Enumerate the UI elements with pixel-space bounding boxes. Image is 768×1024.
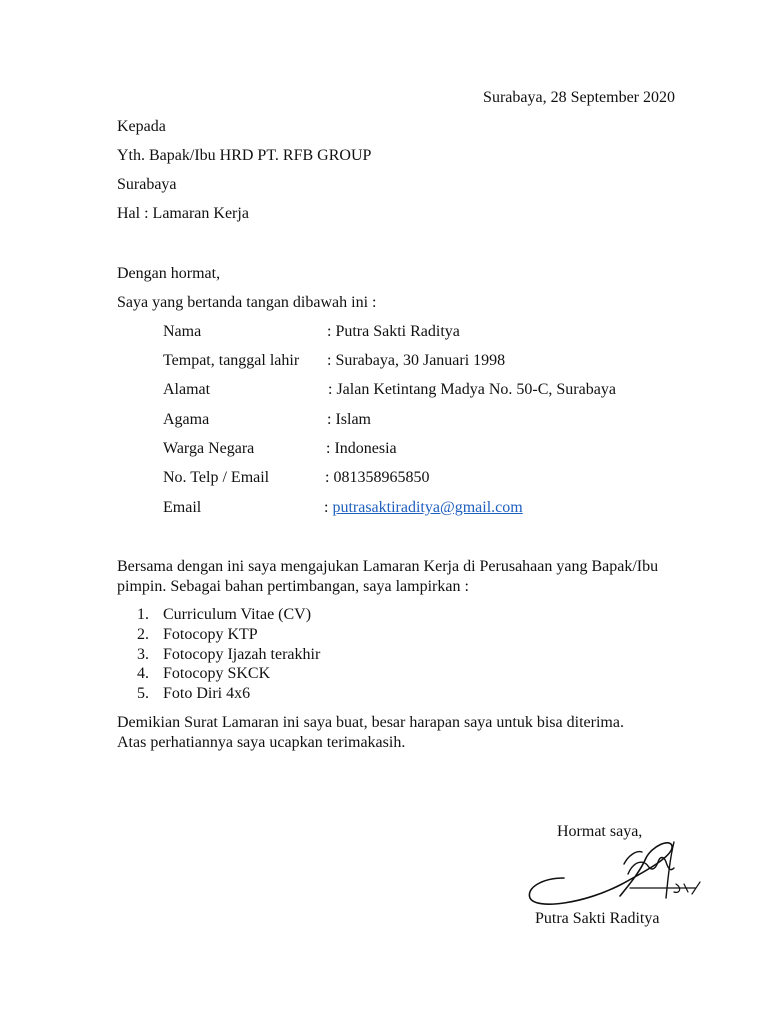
subject: Hal : Lamaran Kerja: [117, 205, 249, 222]
signer-name: Putra Sakti Raditya: [535, 910, 660, 927]
attachment-num-4: 4.: [137, 665, 149, 682]
detail-value-alamat: : Jalan Ketintang Madya No. 50-C, Surabaya: [328, 381, 616, 398]
attachment-item-3: Fotocopy Ijazah terakhir: [163, 646, 321, 663]
attachment-num-3: 3.: [137, 646, 149, 663]
detail-label-ttl: Tempat, tanggal lahir: [163, 352, 300, 369]
place-date: Surabaya, 28 September 2020: [483, 89, 675, 106]
recipient-to: Kepada: [117, 118, 166, 135]
recipient-line: Yth. Bapak/Ibu HRD PT. RFB GROUP: [117, 147, 372, 164]
detail-label-telp: No. Telp / Email: [163, 469, 270, 486]
detail-value-agama: : Islam: [327, 411, 371, 428]
attachment-num-2: 2.: [137, 626, 149, 643]
detail-label-nama: Nama: [163, 323, 202, 340]
greeting: Dengan hormat,: [117, 265, 221, 282]
body-paragraph: Bersama dengan ini saya mengajukan Lamaran Kerja di Perusahaan yang Bapak/Ibu pimpin. Sebagai bahan pertimbangan, saya lampirkan :: [117, 558, 659, 595]
email-prefix: :: [324, 499, 333, 516]
detail-value-nama: : Putra Sakti Raditya: [327, 323, 460, 340]
attachment-item-5: Foto Diri 4x6: [163, 685, 251, 702]
closing-paragraph: Demikian Surat Lamaran ini saya buat, besar harapan saya untuk bisa diterima. Atas perhatiannya saya ucapkan terimakasih.: [117, 714, 624, 751]
detail-label-agama: Agama: [163, 411, 210, 428]
intro: Saya yang bertanda tangan dibawah ini :: [117, 294, 377, 311]
handwritten-signature: [524, 838, 704, 910]
detail-value-ttl: : Surabaya, 30 Januari 1998: [327, 352, 506, 369]
attachment-item-4: Fotocopy SKCK: [163, 665, 271, 682]
sign-off: Hormat saya,: [557, 823, 643, 840]
detail-label-warga: Warga Negara: [163, 440, 255, 457]
email-link[interactable]: putrasaktiraditya@gmail.com: [332, 499, 523, 516]
attachment-item-2: Fotocopy KTP: [163, 626, 258, 643]
detail-value-telp: : 081358965850: [325, 469, 430, 486]
detail-value-email: [324, 498, 523, 518]
recipient-city: Surabaya: [117, 176, 177, 193]
detail-label-email: Email: [163, 499, 202, 516]
attachment-num-1: 1.: [137, 606, 149, 623]
detail-label-alamat: Alamat: [163, 381, 211, 398]
detail-value-warga: : Indonesia: [326, 440, 397, 457]
attachment-num-5: 5.: [137, 685, 149, 702]
attachment-item-1: Curriculum Vitae (CV): [163, 606, 312, 623]
